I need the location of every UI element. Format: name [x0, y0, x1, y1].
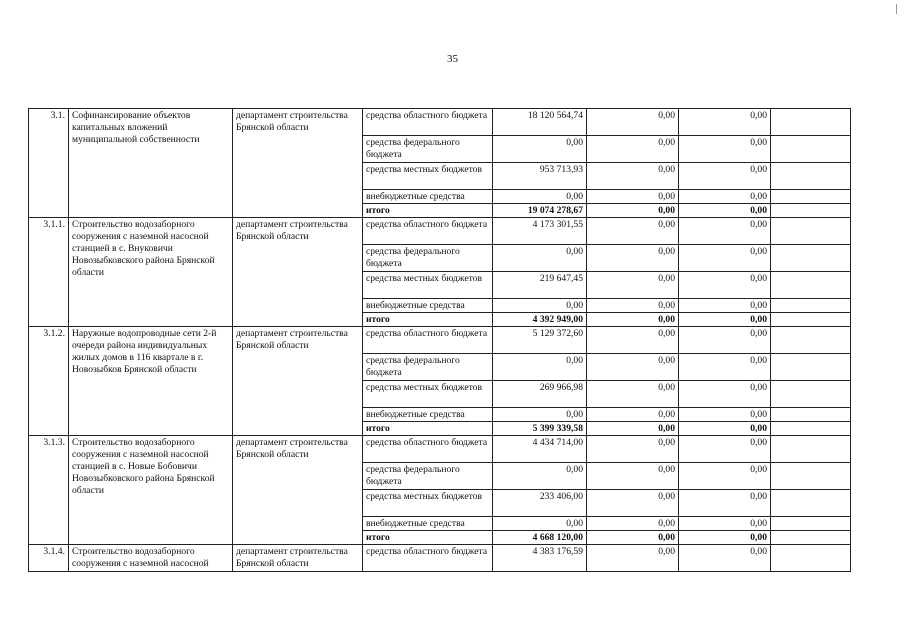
empty-cell — [771, 299, 851, 313]
amount-v2: 0,00 — [587, 272, 679, 299]
item-name: Строительство водозаборного сооружения с наземной насосной — [69, 545, 233, 572]
funding-source: средства областного бюджета — [363, 109, 493, 136]
amount-v3: 0,00 — [679, 313, 771, 327]
empty-cell — [771, 218, 851, 245]
funding-source: внебюджетные средства — [363, 408, 493, 422]
amount-v1: 0,00 — [493, 463, 587, 490]
amount-v1: 4 434 714,00 — [493, 436, 587, 463]
empty-cell — [771, 463, 851, 490]
item-name: Наружные водопроводные сети 2-й очереди района индивидуальных жилых домов в 116 квартале в г. Новозыбков Брянской области — [69, 327, 233, 436]
funding-source: средства областного бюджета — [363, 218, 493, 245]
funding-source: внебюджетные средства — [363, 299, 493, 313]
amount-v3: 0,00 — [679, 136, 771, 163]
amount-v2: 0,00 — [587, 313, 679, 327]
item-code: 3.1.2. — [29, 327, 69, 436]
amount-v2: 0,00 — [587, 422, 679, 436]
amount-v3: 0,00 — [679, 422, 771, 436]
item-name: Софинансирование объектов капитальных вложений муниципальной собственности — [69, 109, 233, 218]
amount-v2: 0,00 — [587, 531, 679, 545]
amount-v1: 5 129 372,60 — [493, 327, 587, 354]
amount-v3: 0,00 — [679, 354, 771, 381]
empty-cell — [771, 354, 851, 381]
amount-v2: 0,00 — [587, 517, 679, 531]
amount-v2: 0,00 — [587, 545, 679, 572]
amount-v2: 0,00 — [587, 408, 679, 422]
table-row — [29, 218, 851, 245]
empty-cell — [771, 272, 851, 299]
amount-v1: 219 647,45 — [493, 272, 587, 299]
funding-source: итого — [363, 422, 493, 436]
item-executor: департамент строительства Брянской области — [233, 218, 363, 327]
amount-v2: 0,00 — [587, 299, 679, 313]
empty-cell — [771, 422, 851, 436]
amount-v2: 0,00 — [587, 245, 679, 272]
item-code: 3.1.4. — [29, 545, 69, 572]
funding-source: итого — [363, 313, 493, 327]
funding-source: средства областного бюджета — [363, 545, 493, 572]
amount-v1: 233 406,00 — [493, 490, 587, 517]
funding-source: средства федерального бюджета — [363, 245, 493, 272]
amount-v3: 0,00 — [679, 109, 771, 136]
amount-v3: 0,00 — [679, 531, 771, 545]
empty-cell — [771, 545, 851, 572]
funding-source: средства местных бюджетов — [363, 381, 493, 408]
item-executor: департамент строительства Брянской области — [233, 109, 363, 218]
table-row — [29, 436, 851, 463]
amount-v1: 4 392 949,00 — [493, 313, 587, 327]
amount-v2: 0,00 — [587, 190, 679, 204]
item-executor: департамент строительства Брянской области — [233, 436, 363, 545]
amount-v1: 18 120 564,74 — [493, 109, 587, 136]
amount-v2: 0,00 — [587, 436, 679, 463]
amount-v1: 4 173 301,55 — [493, 218, 587, 245]
amount-v2: 0,00 — [587, 163, 679, 190]
amount-v1: 0,00 — [493, 517, 587, 531]
amount-v2: 0,00 — [587, 204, 679, 218]
empty-cell — [771, 109, 851, 136]
amount-v2: 0,00 — [587, 381, 679, 408]
empty-cell — [771, 163, 851, 190]
amount-v2: 0,00 — [587, 490, 679, 517]
amount-v1: 0,00 — [493, 354, 587, 381]
item-name: Строительство водозаборного сооружения с наземной насосной станцией в с. Внуковичи Новозыбковского района Брянской области — [69, 218, 233, 327]
amount-v2: 0,00 — [587, 109, 679, 136]
funding-source: итого — [363, 531, 493, 545]
item-code: 3.1.3. — [29, 436, 69, 545]
empty-cell — [771, 327, 851, 354]
amount-v2: 0,00 — [587, 218, 679, 245]
empty-cell — [771, 136, 851, 163]
amount-v1: 4 383 176,59 — [493, 545, 587, 572]
amount-v3: 0,00 — [679, 163, 771, 190]
amount-v1: 0,00 — [493, 190, 587, 204]
amount-v3: 0,00 — [679, 204, 771, 218]
amount-v1: 0,00 — [493, 299, 587, 313]
budget-table-body — [29, 109, 851, 572]
empty-cell — [771, 531, 851, 545]
budget-table — [28, 108, 851, 572]
table-row — [29, 327, 851, 354]
amount-v3: 0,00 — [679, 545, 771, 572]
empty-cell — [771, 517, 851, 531]
funding-source: средства федерального бюджета — [363, 354, 493, 381]
funding-source: внебюджетные средства — [363, 190, 493, 204]
amount-v3: 0,00 — [679, 299, 771, 313]
item-code: 3.1. — [29, 109, 69, 218]
funding-source: средства местных бюджетов — [363, 272, 493, 299]
amount-v1: 953 713,93 — [493, 163, 587, 190]
empty-cell — [771, 313, 851, 327]
empty-cell — [771, 190, 851, 204]
amount-v3: 0,00 — [679, 245, 771, 272]
amount-v2: 0,00 — [587, 136, 679, 163]
funding-source: итого — [363, 204, 493, 218]
amount-v3: 0,00 — [679, 517, 771, 531]
empty-cell — [771, 408, 851, 422]
funding-source: внебюджетные средства — [363, 517, 493, 531]
amount-v1: 0,00 — [493, 408, 587, 422]
funding-source: средства местных бюджетов — [363, 163, 493, 190]
table-row — [29, 109, 851, 136]
empty-cell — [771, 381, 851, 408]
item-executor: департамент строительства Брянской области — [233, 545, 363, 572]
table-row — [29, 545, 851, 572]
empty-cell — [771, 436, 851, 463]
funding-source: средства федерального бюджета — [363, 463, 493, 490]
funding-source: средства федерального бюджета — [363, 136, 493, 163]
amount-v3: 0,00 — [679, 327, 771, 354]
amount-v3: 0,00 — [679, 436, 771, 463]
amount-v2: 0,00 — [587, 327, 679, 354]
amount-v3: 0,00 — [679, 490, 771, 517]
empty-cell — [771, 490, 851, 517]
amount-v1: 0,00 — [493, 245, 587, 272]
amount-v1: 5 399 339,58 — [493, 422, 587, 436]
funding-source: средства областного бюджета — [363, 327, 493, 354]
amount-v3: 0,00 — [679, 408, 771, 422]
amount-v2: 0,00 — [587, 463, 679, 490]
empty-cell — [771, 245, 851, 272]
amount-v1: 19 074 278,67 — [493, 204, 587, 218]
amount-v1: 0,00 — [493, 136, 587, 163]
funding-source: средства областного бюджета — [363, 436, 493, 463]
amount-v1: 4 668 120,00 — [493, 531, 587, 545]
item-executor: департамент строительства Брянской области — [233, 327, 363, 436]
amount-v3: 0,00 — [679, 463, 771, 490]
item-code: 3.1.1. — [29, 218, 69, 327]
funding-source: средства местных бюджетов — [363, 490, 493, 517]
scan-mark — [896, 4, 897, 14]
amount-v1: 269 966,98 — [493, 381, 587, 408]
item-name: Строительство водозаборного сооружения с наземной насосной станцией в с. Новые Бобовичи Новозыбковского района Брянской области — [69, 436, 233, 545]
amount-v2: 0,00 — [587, 354, 679, 381]
amount-v3: 0,00 — [679, 190, 771, 204]
page-number: 35 — [447, 53, 458, 65]
empty-cell — [771, 204, 851, 218]
amount-v3: 0,00 — [679, 381, 771, 408]
amount-v3: 0,00 — [679, 272, 771, 299]
amount-v3: 0,00 — [679, 218, 771, 245]
